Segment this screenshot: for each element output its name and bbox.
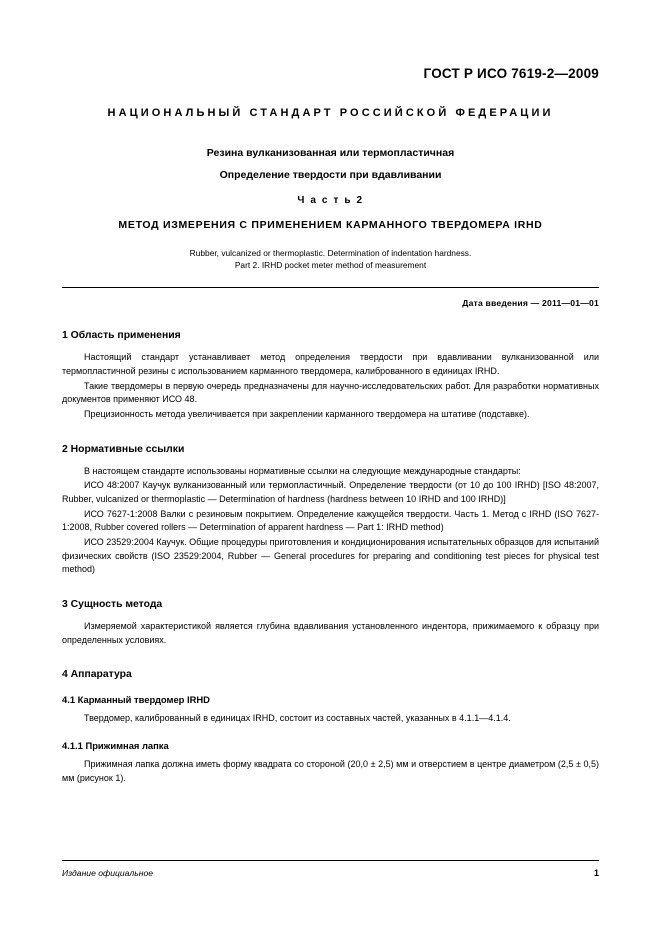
- section-2-reference-iso-7627-1: ИСО 7627-1:2008 Валки с резиновым покрытием. Определение кажущейся твердости. Часть 1. Метод с IRHD (ISO 7627-1:2008, Rubber covered rollers — Determination of apparent hardness — Part 1: IRHD method): [62, 508, 599, 533]
- section-4-1-heading: 4.1 Карманный твердомер IRHD: [62, 694, 210, 706]
- section-4-1-paragraph-1: Твердомер, калиброванный в единицах IRHD, состоит из составных частей, указанных в 4.1.1—4.1.4.: [84, 713, 511, 724]
- gost-number: ГОСТ Р ИСО 7619-2—2009: [423, 66, 599, 81]
- section-1-paragraph-3: Прецизионность метода увеличивается при закреплении карманного твердомера на штативе (подставке).: [84, 409, 530, 420]
- title-line-2: Определение твердости при вдавливании: [219, 169, 442, 181]
- part-label: Ч а с т ь 2: [297, 195, 364, 206]
- section-3-paragraph-1: Измеряемой характеристикой является глубина вдавливания установленного индентора, прижимаемого к образцу при определенных условиях.: [62, 621, 599, 645]
- method-title: МЕТОД ИЗМЕРЕНИЯ С ПРИМЕНЕНИЕМ КАРМАННОГО ТВЕРДОМЕРА IRHD: [118, 219, 543, 231]
- official-edition-label: Издание официальное: [62, 868, 154, 878]
- section-2-reference-iso-48: ИСО 48:2007 Каучук вулканизованный или термопластичный. Определение твердости (от 10 до 100 IRHD) [ISO 48:2007, Rubber, vulcanized or thermoplastic — Determination of hardness (hardness between 10 IRHD and 100 IRHD)]: [62, 480, 599, 505]
- section-4-heading: 4 Аппаратура: [62, 669, 132, 681]
- footer-row: [62, 868, 599, 878]
- section-2-reference-iso-23529: ИСО 23529:2004 Каучук. Общие процедуры приготовления и кондиционирования испытательных образцов для испытаний физических свойств (ISO 23529:2004, Rubber — General procedures for preparing and conditioning test pieces for physical test method): [62, 537, 599, 575]
- section-1-paragraph-2: Такие твердомеры в первую очередь предназначены для научно-исследовательских работ. Для разработки нормативных документов применяют ИСО 48.: [62, 380, 599, 405]
- section-1-heading: 1 Область применения: [62, 330, 181, 342]
- section-4-1-1-paragraph-1: Прижимная лапка должна иметь форму квадрата со стороной (20,0 ± 2,5) мм и отверстием в центре диаметром (2,5 ± 0,5) мм (рисунок 1).: [62, 759, 599, 783]
- title-line-1: Резина вулканизованная или термопластичная: [206, 147, 455, 159]
- header-divider: [62, 287, 599, 288]
- footer-divider: [62, 860, 599, 861]
- page-number: 1: [593, 868, 599, 878]
- section-4-1-1-heading: 4.1.1 Прижимная лапка: [62, 740, 169, 752]
- introduction-date: Дата введения — 2011—01—01: [462, 298, 599, 309]
- national-standard-heading: НАЦИОНАЛЬНЫЙ СТАНДАРТ РОССИЙСКОЙ ФЕДЕРАЦИИ: [107, 107, 554, 119]
- section-1-paragraph-1: Настоящий стандарт устанавливает метод определения твердости при вдавливании вулканизованной или термопластичной резины с использованием карманного твердомера, калиброванного в единицах IRHD.: [62, 352, 599, 377]
- section-2-paragraph-1: В настоящем стандарте использованы нормативные ссылки на следующие международные стандарты:: [84, 465, 521, 476]
- section-3-heading: 3 Сущность метода: [62, 599, 163, 611]
- section-2-heading: 2 Нормативные ссылки: [62, 443, 185, 455]
- english-title-line-2: Part 2. IRHD pocket meter method of measurement: [234, 260, 427, 271]
- title-block: [62, 147, 599, 271]
- english-title-line-1: Rubber, vulcanized or thermoplastic. Determination of indentation hardness.: [189, 248, 472, 258]
- page-footer: [62, 860, 599, 878]
